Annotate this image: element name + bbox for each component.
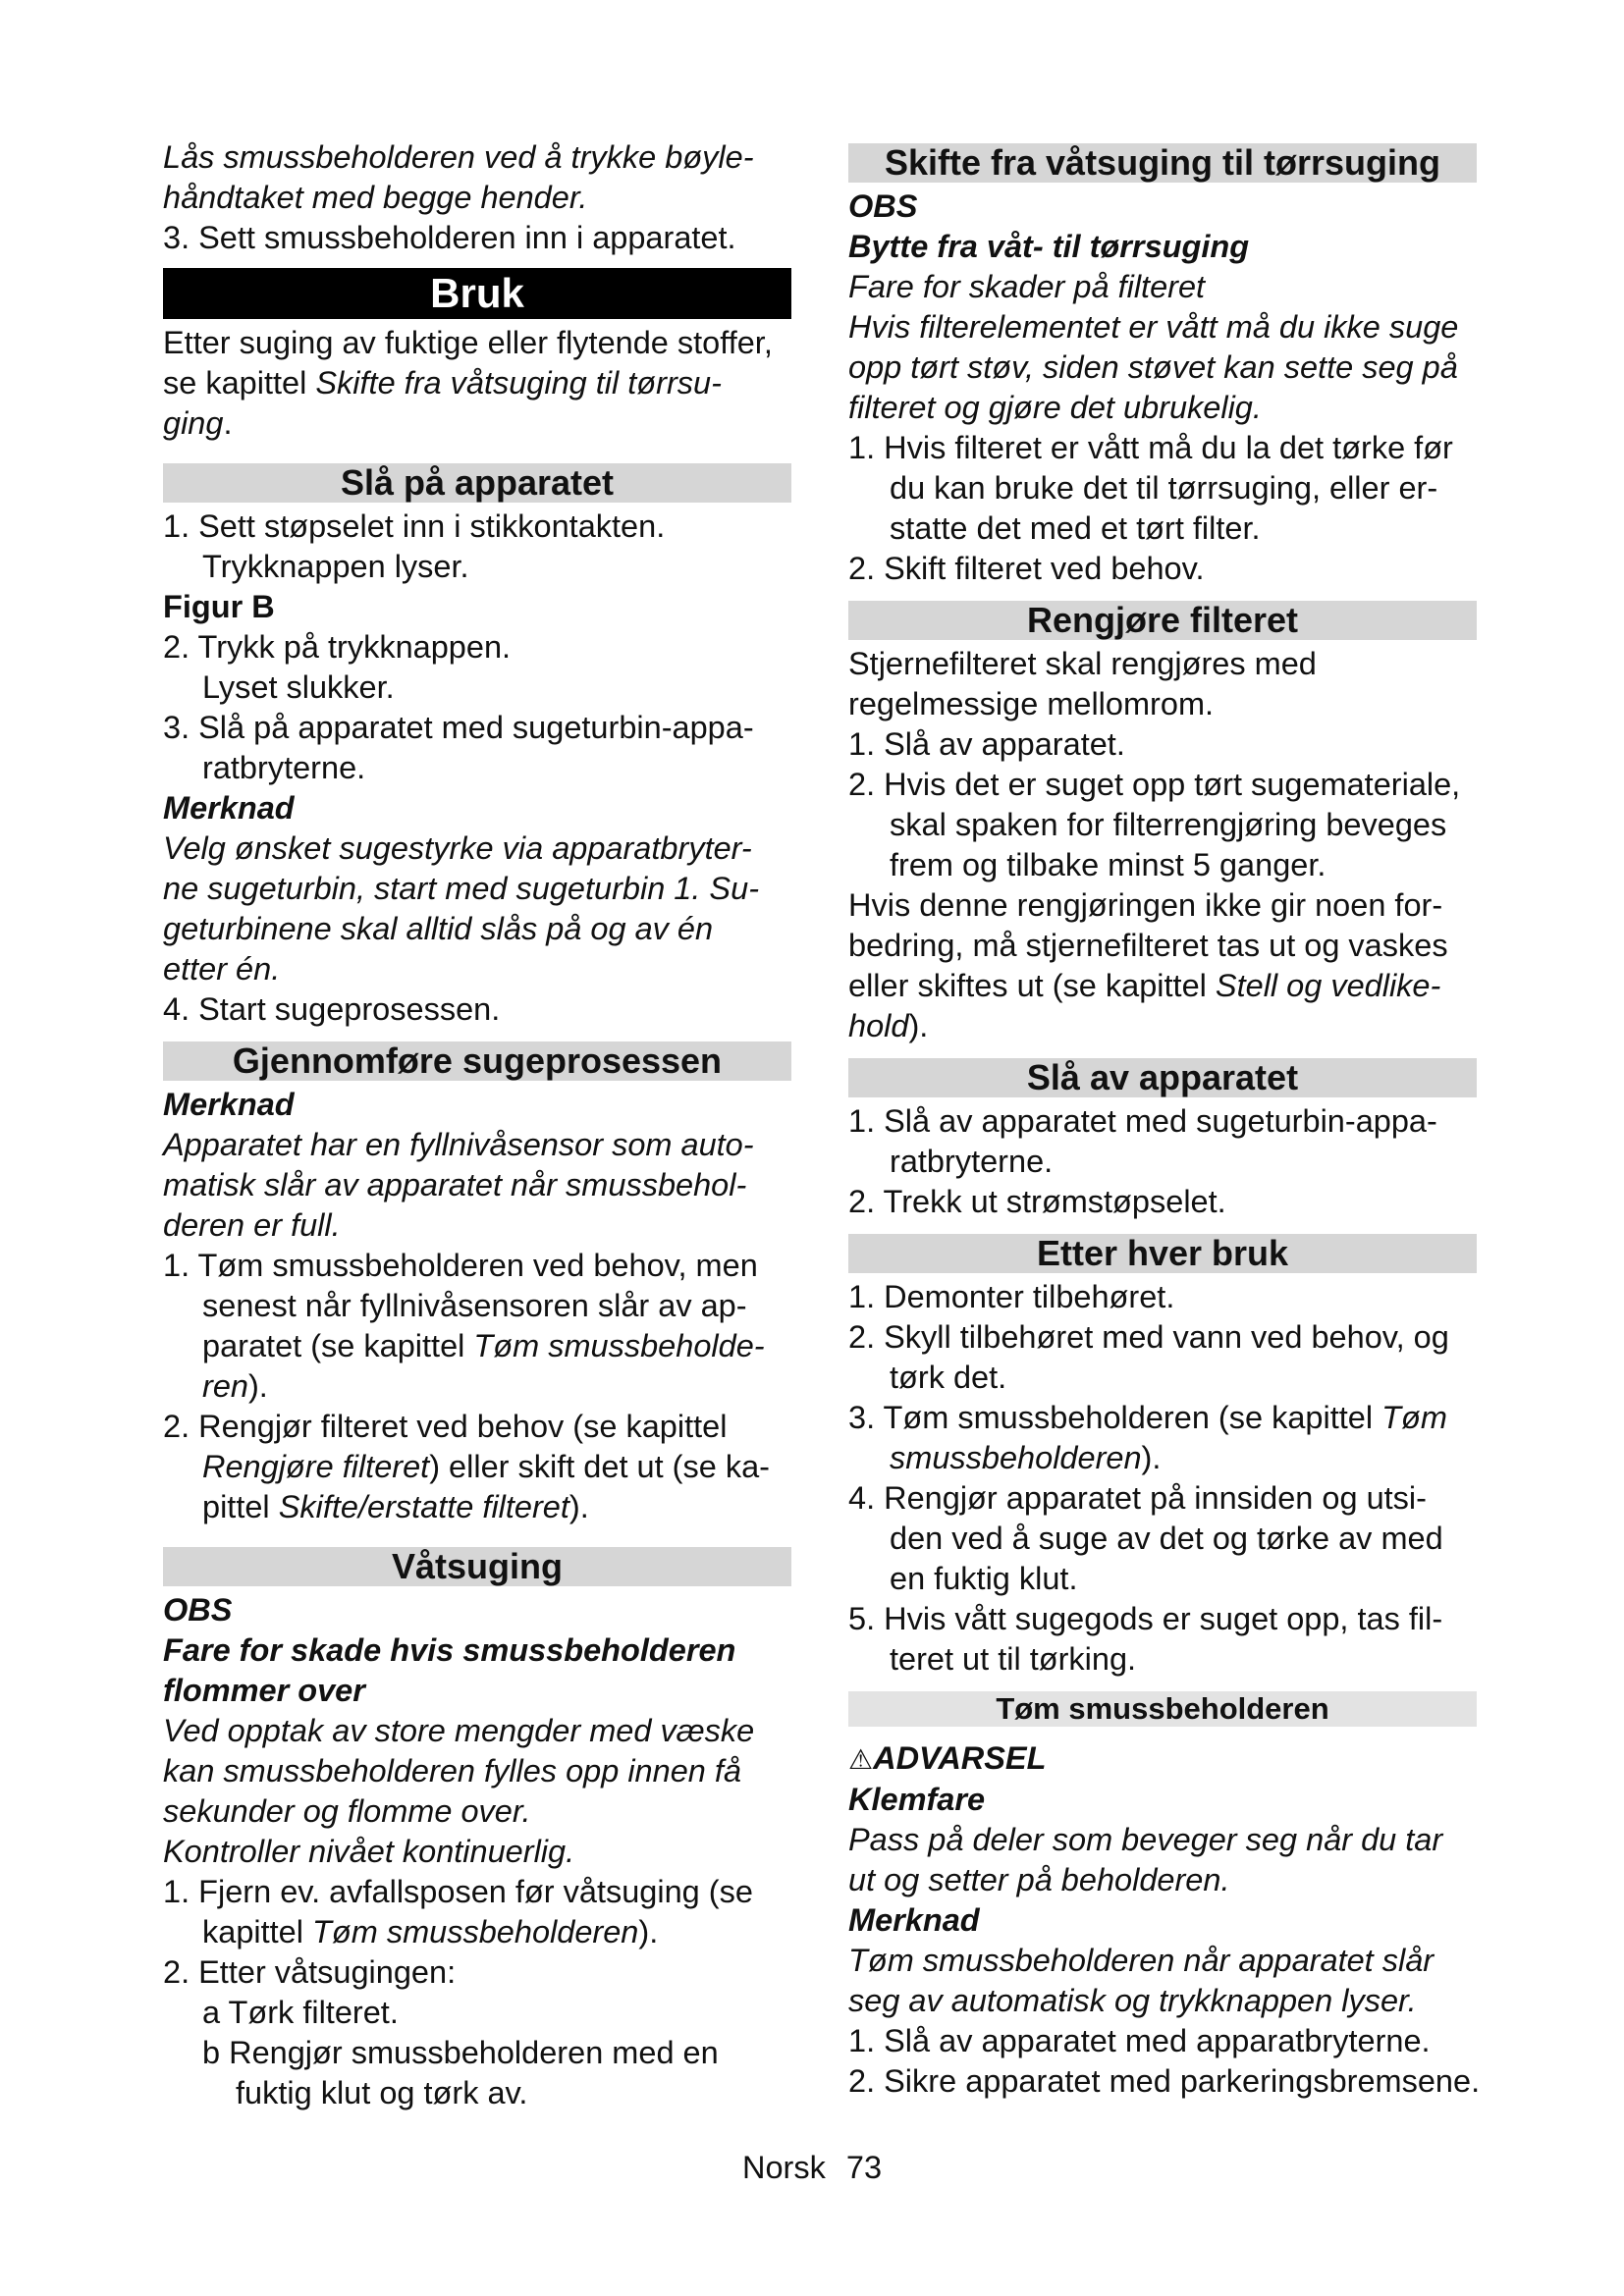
section-title-rengjore: Rengjøre filteret (848, 601, 1477, 640)
body-text: hold). (848, 1008, 929, 1043)
section-title-skifte: Skifte fra våtsuging til tørrsuging (848, 143, 1477, 183)
warning-label: ⚠ADVARSEL (848, 1740, 1047, 1776)
warning-title: Fare for skade hvis smussbeholderen (163, 1632, 736, 1668)
chapter-reference: Tøm smussbeholde- (473, 1328, 765, 1363)
note-text: matisk slår av apparatet når smussbehol- (163, 1167, 747, 1202)
warning-triangle-icon: ⚠ (848, 1743, 874, 1776)
sub-list-item: a Tørk filteret. (202, 1995, 399, 2030)
list-item: 1. Sett støpselet inn i stikkontakten. (163, 508, 666, 544)
list-item-continuation: skal spaken for filterrengjøring beveges (890, 807, 1447, 842)
warning-text: sekunder og flomme over. (163, 1793, 531, 1829)
sub-list-item-continuation: fuktig klut og tørk av. (236, 2075, 528, 2110)
note-text: Velg ønsket sugestyrke via apparatbryter- (163, 830, 752, 866)
note-text: seg av automatisk og trykknappen lyser. (848, 1983, 1417, 2018)
warning-title: Bytte fra våt- til tørrsuging (848, 229, 1250, 264)
obs-label: OBS (163, 1592, 233, 1628)
body-text: eller skiftes ut (se kapittel Stell og vedlike- (848, 968, 1441, 1003)
list-item-continuation: ren). (202, 1368, 268, 1404)
list-item-continuation: pittel Skifte/erstatte filteret). (202, 1489, 589, 1524)
list-item: 3. Tøm smussbeholderen (se kapittel Tøm (848, 1400, 1447, 1435)
list-item-continuation: paratet (se kapittel Tøm smussbeholde- (202, 1328, 765, 1363)
right-column (848, 137, 1481, 2102)
list-item: 1. Fjern ev. avfallsposen før våtsuging (se (163, 1874, 753, 1909)
list-item: 4. Start sugeprosessen. (163, 991, 501, 1027)
intro-line: Lås smussbeholderen ved å trykke bøyle- (163, 139, 754, 175)
hazard-title: Klemfare (848, 1782, 986, 1817)
body-text: Hvis denne rengjøringen ikke gir noen for- (848, 887, 1443, 923)
body-text: regelmessige mellomrom. (848, 686, 1215, 721)
chapter-reference: hold (848, 1008, 909, 1043)
chapter-reference: Skifte/erstatte filteret (278, 1489, 569, 1524)
list-item: 2. Skyll tilbehøret med vann ved behov, og (848, 1319, 1449, 1355)
chapter-reference: ging (163, 405, 224, 441)
page-footer (0, 2148, 1624, 2187)
list-item: 1. Slå av apparatet. (848, 726, 1125, 762)
body-text: Stjernefilteret skal rengjøres med (848, 646, 1317, 681)
warning-title: flommer over (163, 1673, 365, 1708)
list-item: 2. Hvis det er suget opp tørt sugemateriale, (848, 767, 1461, 802)
list-item: 1. Hvis filteret er vått må du la det tørke før (848, 430, 1453, 465)
list-item: 2. Etter våtsugingen: (163, 1954, 457, 1990)
note-text: Apparatet har en fyllnivåsensor som auto- (163, 1127, 754, 1162)
section-title-gjennomfore: Gjennomføre sugeprosessen (163, 1041, 791, 1081)
list-item-continuation: ratbryterne. (202, 750, 366, 785)
chapter-reference: smussbeholderen (890, 1440, 1142, 1475)
list-item-continuation: smussbeholderen). (890, 1440, 1162, 1475)
section-title-bruk: Bruk (163, 268, 791, 319)
list-item-continuation: Trykknappen lyser. (202, 549, 469, 584)
list-item: 5. Hvis vått sugegods er suget opp, tas fil- (848, 1601, 1443, 1636)
note-text: deren er full. (163, 1207, 341, 1243)
list-item-continuation: statte det med et tørt filter. (890, 510, 1261, 546)
note-text: Tøm smussbeholderen når apparatet slår (848, 1943, 1435, 1978)
footer-language: Norsk (741, 2150, 826, 2185)
chapter-reference: ren (202, 1368, 248, 1404)
section-title-sla-av: Slå av apparatet (848, 1058, 1477, 1097)
warning-text: opp tørt støv, siden støvet kan sette seg på (848, 349, 1458, 385)
figure-label: Figur B (163, 589, 275, 624)
warning-text: Ved opptak av store mengder med væske (163, 1713, 755, 1748)
left-column (163, 137, 791, 2113)
list-item: 2. Trekk ut strømstøpselet. (848, 1184, 1226, 1219)
obs-label: OBS (848, 188, 918, 224)
list-item-continuation: frem og tilbake minst 5 ganger. (890, 847, 1326, 882)
note-label: Merknad (848, 1902, 980, 1938)
chapter-reference: Stell og vedlike- (1215, 968, 1441, 1003)
chapter-reference: Skifte fra våtsuging til tørrsu- (315, 365, 722, 400)
note-text: ne sugeturbin, start med sugeturbin 1. Su- (163, 871, 760, 906)
bruk-text: ging. (163, 405, 233, 441)
list-item: 4. Rengjør apparatet på innsiden og utsi- (848, 1480, 1427, 1516)
section-title-sla-pa: Slå på apparatet (163, 463, 791, 503)
warning-text: Pass på deler som beveger seg når du tar (848, 1822, 1443, 1857)
chapter-reference: Rengjøre filteret (202, 1449, 430, 1484)
list-item: 3. Slå på apparatet med sugeturbin-appa- (163, 710, 754, 745)
warning-text: Kontroller nivået kontinuerlig. (163, 1834, 575, 1869)
list-item-continuation: du kan bruke det til tørrsuging, eller er- (890, 470, 1438, 506)
list-item: 2. Trykk på trykknappen. (163, 629, 512, 665)
warning-text: Fare for skader på filteret (848, 269, 1206, 304)
list-item: 2. Rengjør filteret ved behov (se kapittel (163, 1409, 728, 1444)
list-item: 1. Demonter tilbehøret. (848, 1279, 1175, 1314)
section-title-vatsuging: Våtsuging (163, 1547, 791, 1586)
list-item-continuation: kapittel Tøm smussbeholderen). (202, 1914, 659, 1949)
list-item: 1. Slå av apparatet med apparatbryterne. (848, 2023, 1431, 2058)
chapter-reference: Tøm smussbeholderen (312, 1914, 639, 1949)
list-item-continuation: Lyset slukker. (202, 669, 395, 705)
note-label: Merknad (163, 1087, 295, 1122)
list-item-continuation: den ved å suge av det og tørke av med (890, 1521, 1443, 1556)
list-item-continuation: tørk det. (890, 1360, 1007, 1395)
intro-step: 3. Sett smussbeholderen inn i apparatet. (163, 220, 736, 255)
warning-text: filteret og gjøre det ubrukelig. (848, 390, 1262, 425)
intro-line: håndtaket med begge hender. (163, 180, 588, 215)
note-text: geturbinene skal alltid slås på og av én (163, 911, 714, 946)
list-item-continuation: teret ut til tørking. (890, 1641, 1137, 1677)
list-item-continuation: senest når fyllnivåsensoren slår av ap- (202, 1288, 747, 1323)
list-item-continuation: ratbryterne. (890, 1144, 1054, 1179)
page-number: 73 (845, 2150, 883, 2185)
list-item-continuation: en fuktig klut. (890, 1561, 1078, 1596)
section-title-etter: Etter hver bruk (848, 1234, 1477, 1273)
note-text: etter én. (163, 951, 281, 987)
list-item: 1. Slå av apparatet med sugeturbin-appa- (848, 1103, 1437, 1139)
chapter-reference: Tøm (1381, 1400, 1447, 1435)
warning-text: kan smussbeholderen fylles opp innen få (163, 1753, 741, 1789)
warning-text: ut og setter på beholderen. (848, 1862, 1230, 1897)
note-label: Merknad (163, 790, 295, 826)
list-item: 1. Tøm smussbeholderen ved behov, men (163, 1248, 758, 1283)
list-item: 2. Skift filteret ved behov. (848, 551, 1205, 586)
warning-text: Hvis filterelementet er vått må du ikke suge (848, 309, 1459, 345)
section-title-tom: Tøm smussbeholderen (848, 1691, 1477, 1727)
body-text: bedring, må stjernefilteret tas ut og vaskes (848, 928, 1448, 963)
bruk-text: se kapittel Skifte fra våtsuging til tørrsu- (163, 365, 722, 400)
bruk-text: Etter suging av fuktige eller flytende stoffer, (163, 325, 773, 360)
sub-list-item: b Rengjør smussbeholderen med en (202, 2035, 719, 2070)
list-item-continuation: Rengjøre filteret) eller skift det ut (se ka- (202, 1449, 770, 1484)
list-item: 2. Sikre apparatet med parkeringsbremsene. (848, 2063, 1481, 2099)
